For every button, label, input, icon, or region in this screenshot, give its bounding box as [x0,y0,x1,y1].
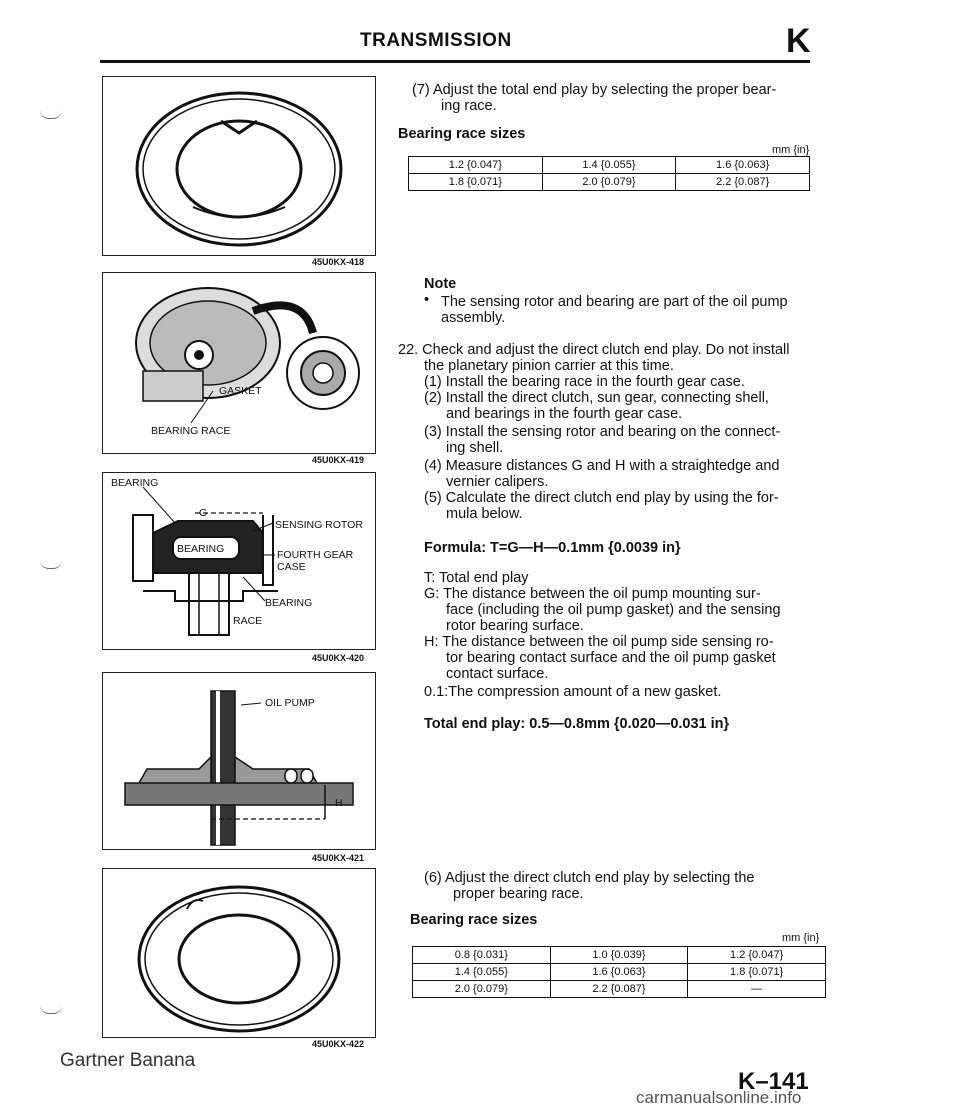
table1-unit: mm {in} [772,144,810,156]
table-cell: 2.2 {0.087} [676,174,810,191]
step6-line2: proper bearing race. [453,886,584,902]
figure-code: 45U0KX-418 [312,257,365,267]
note-heading: Note [424,276,457,292]
table2-unit: mm {in} [782,932,820,944]
step22-line: (5) Calculate the direct clutch end play by using the for- [424,490,779,506]
definition-line: 0.1:The compression amount of a new gasket. [424,684,722,700]
table-row [409,157,810,174]
table-row [409,174,810,191]
fourth-gear-case-label: CASE [277,561,306,573]
step22-line: vernier calipers. [446,474,549,490]
h-label: H [335,797,343,809]
table-cell: 1.2 {0.047} [688,947,826,964]
step7-line2: ing race. [441,98,497,114]
oil-pump-drawing [103,673,375,849]
step22-line: ing shell. [446,440,504,456]
figure-code: 45U0KX-420 [312,653,365,663]
figure-oil-pump [102,672,376,850]
table-cell: 2.0 {0.079} [542,174,676,191]
note-bullet: • [424,292,430,308]
margin-mark [40,1005,62,1014]
table-cell: 0.8 {0.031} [413,947,551,964]
oil-pump-label: OIL PUMP [265,697,315,709]
table-cell: 2.0 {0.079} [413,981,551,998]
bearing-race-label: RACE [233,615,263,627]
figure-bearing-race-ring-2 [102,868,376,1038]
table-cell: — [688,981,826,998]
table-cell: 1.6 {0.063} [676,157,810,174]
step22-line: (2) Install the direct clutch, sun gear, connecting shell, [424,390,769,406]
step22-line: mula below. [446,506,523,522]
table-cell: 2.2 {0.087} [550,981,688,998]
step6-line1: (6) Adjust the direct clutch end play by selecting the [424,870,755,886]
note-line2: assembly. [441,310,506,326]
bearing-label: BEARING [111,477,159,489]
table-cell: 1.8 {0.071} [688,964,826,981]
definition-line: H: The distance between the oil pump side sensing ro- [424,634,774,650]
step22-line: (1) Install the bearing race in the fourth gear case. [424,374,745,390]
table-cell: 1.8 {0.071} [409,174,543,191]
bearing-race-ring-2-drawing [103,869,375,1037]
definition-line: contact surface. [446,666,549,682]
table2-heading: Bearing race sizes [410,912,538,928]
table1-heading: Bearing race sizes [398,126,526,142]
figure-code: 45U0KX-421 [312,853,365,863]
total-end-play: Total end play: 0.5—0.8mm {0.020—0.031 in} [424,716,730,732]
figure-gasket-assembly [102,272,376,454]
table-cell: 1.4 {0.055} [542,157,676,174]
definition-line: tor bearing contact surface and the oil pump gasket [446,650,776,666]
definition-line: face (including the oil pump gasket) and the sensing [446,602,781,618]
table-row [413,981,826,998]
page-title: TRANSMISSION [360,30,512,51]
definition-line: rotor bearing surface. [446,618,584,634]
definition-line: G: The distance between the oil pump mounting sur- [424,586,761,602]
margin-mark [40,560,62,569]
bearing-race-label: BEARING [265,597,313,609]
figure-bearing-race-ring [102,76,376,256]
watermark: carmanualsonline.info [636,1088,802,1107]
bearing-race-table-1 [408,156,810,191]
gasket-label: GASKET [219,385,262,397]
table-cell: 1.0 {0.039} [550,947,688,964]
figure-bearing-section [102,472,376,650]
bearing-race-label: BEARING RACE [151,425,231,437]
definition-line: T: Total end play [424,570,529,586]
table-cell: 1.4 {0.055} [413,964,551,981]
table-row [413,947,826,964]
step22-line: 22. Check and adjust the direct clutch end play. Do not install [398,342,790,358]
formula: Formula: T=G—H—0.1mm {0.0039 in} [424,540,681,556]
bearing-race-table-2 [412,946,826,998]
table-cell: 1.6 {0.063} [550,964,688,981]
table-row [413,964,826,981]
margin-mark [40,110,62,119]
figure-code: 45U0KX-422 [312,1039,365,1049]
gasket-assembly-drawing [103,273,375,453]
step22-line: (3) Install the sensing rotor and bearing on the connect- [424,424,781,440]
step7-line1: (7) Adjust the total end play by selecting the proper bear- [412,82,777,98]
step22-line: the planetary pinion carrier at this time. [424,358,674,374]
header-rule [100,60,810,63]
bearing-inner-label: BEARING [177,543,225,555]
step22-line: (4) Measure distances G and H with a straightedge and [424,458,780,474]
page-number: K–141 [738,1068,809,1095]
section-letter: K [786,22,811,60]
table-cell: 1.2 {0.047} [409,157,543,174]
note-line1: The sensing rotor and bearing are part of the oil pump [441,294,788,310]
sensing-rotor-label: SENSING ROTOR [275,519,363,531]
footer-brand: Gartner Banana [60,1050,196,1071]
fourth-gear-case-label: FOURTH GEAR [277,549,354,561]
figure-code: 45U0KX-419 [312,455,365,465]
step22-line: and bearings in the fourth gear case. [446,406,683,422]
bearing-race-ring-drawing [103,77,375,255]
g-label: G [199,507,208,519]
